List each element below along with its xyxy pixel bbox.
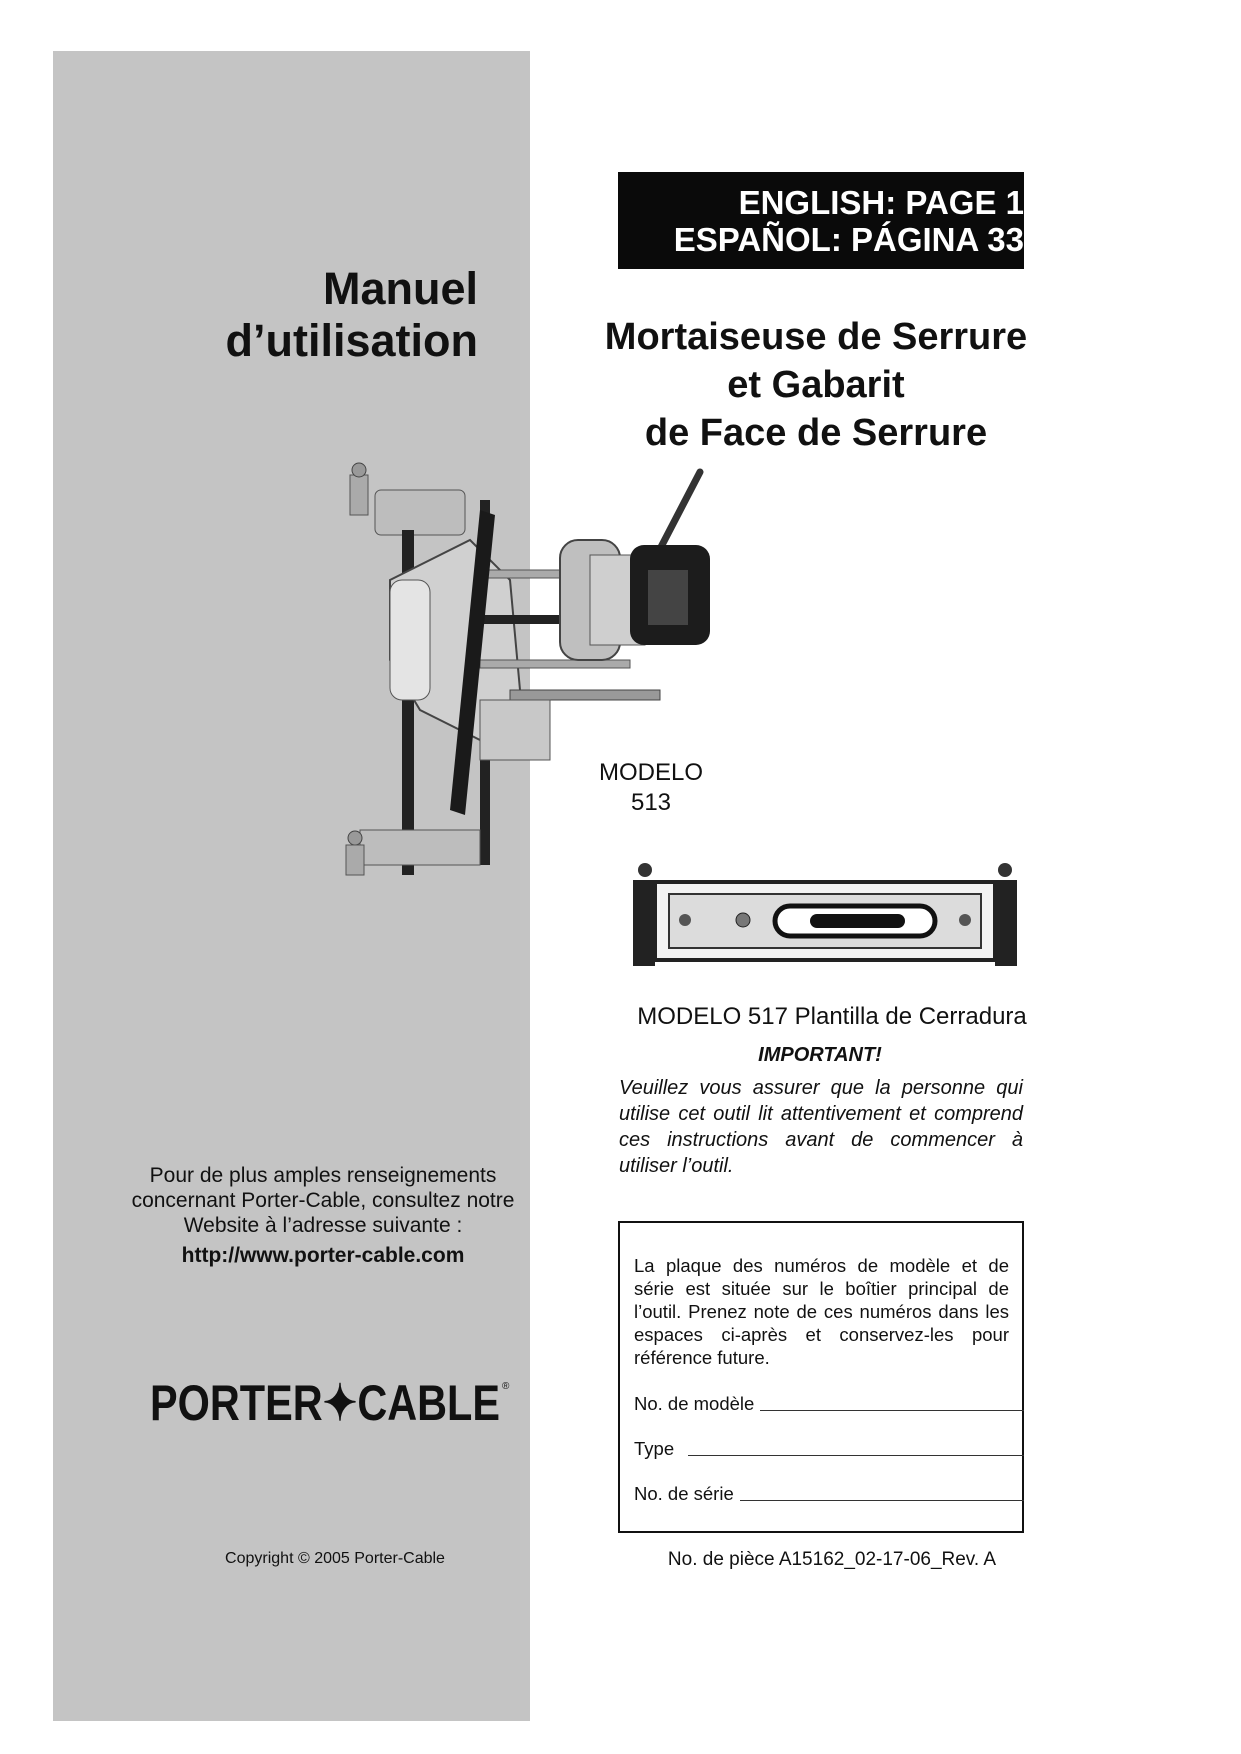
model-513-line1: MODELO <box>598 759 703 786</box>
english-page-ref: ENGLISH: PAGE 1 <box>738 184 1024 221</box>
website-link[interactable]: http://www.porter-cable.com <box>181 1244 465 1267</box>
type-label: Type <box>634 1438 675 1459</box>
spanish-page-ref: ESPAÑOL: PÁGINA 33 <box>673 221 1024 258</box>
important-heading: IMPORTANT! <box>758 1044 882 1066</box>
model-number-field <box>634 1389 1024 1415</box>
serial-number-label: No. de série <box>634 1483 734 1504</box>
manual-title-line2: d’utilisation <box>225 315 478 366</box>
model-517-caption: MODELO 517 Plantilla de Cerradura <box>637 1003 1027 1030</box>
model-number-label: No. de modèle <box>634 1393 755 1414</box>
manual-title-line1: Manuel <box>322 263 478 314</box>
model-513-label <box>590 758 712 818</box>
important-notice-text: Veuillez vous assurer que la personne qui utilise cet outil lit attentivement et comprend ces instructions avant de commencer à utiliser l’outil. <box>619 1077 1023 1177</box>
model-number-line <box>760 1410 1024 1411</box>
type-line <box>688 1455 1024 1456</box>
serial-number-field <box>634 1479 1024 1505</box>
logo-wordmark: PORTER✦CABLE <box>150 1375 500 1427</box>
model-513-line2: 513 <box>630 789 672 816</box>
part-number: No. de pièce A15162_02-17-06_Rev. A <box>667 1549 997 1570</box>
registered-mark: ® <box>502 1381 510 1392</box>
product-title-line2: et Gabarit <box>727 364 905 406</box>
lock-mortiser-illustration <box>330 460 780 910</box>
type-field <box>634 1434 1024 1460</box>
product-title <box>585 313 1047 457</box>
language-index-box <box>618 172 1024 269</box>
product-title-line1: Mortaiseuse de Serrure <box>604 316 1028 358</box>
copyright-notice: Copyright © 2005 Porter-Cable <box>225 1550 445 1567</box>
serial-number-line <box>740 1500 1024 1501</box>
record-box-text: La plaque des numéros de modèle et de série est située sur le boîtier principal de l’outil. Prenez note de ces numéros dans les espaces ci-après et conservez-les pour référence future. <box>634 1255 1009 1368</box>
info-paragraph: Pour de plus amples renseignements concernant Porter-Cable, consultez notre Website à l’adresse suivante : <box>131 1164 515 1237</box>
manual-title <box>150 263 478 367</box>
product-title-line3: de Face de Serrure <box>644 412 988 454</box>
porter-cable-logo <box>150 1375 510 1427</box>
lock-face-template-illustration <box>625 860 1025 978</box>
